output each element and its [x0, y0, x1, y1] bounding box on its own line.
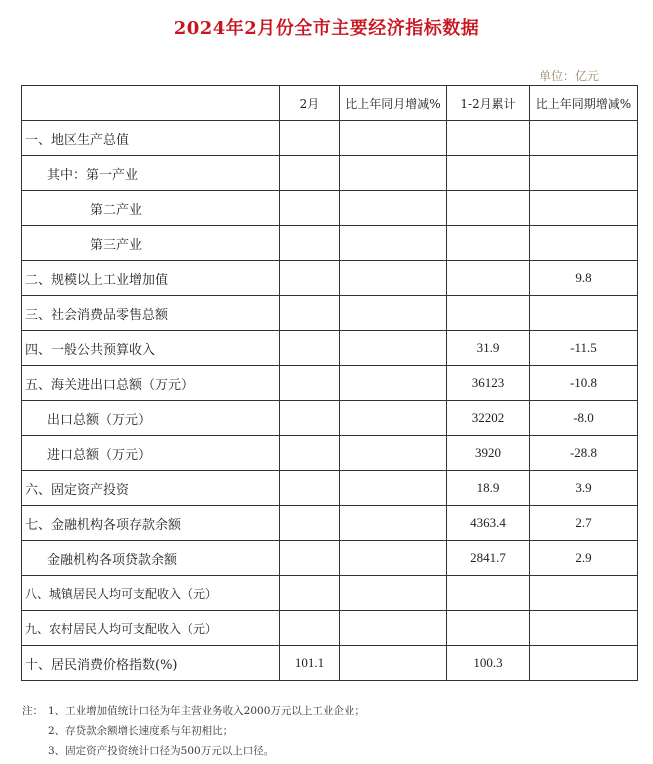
row-label: 十、居民消费价格指数(%) [22, 646, 280, 681]
cell-cumulative-yoy [530, 191, 638, 226]
table-row [22, 191, 638, 226]
cell-cumulative-value [447, 611, 530, 646]
cell-cumulative-value: 31.9 [447, 331, 530, 366]
table-body [22, 121, 638, 681]
cell-feb-value [280, 331, 340, 366]
row-label: 一、地区生产总值 [22, 121, 280, 156]
row-label: 金融机构各项贷款余额 [22, 541, 280, 576]
cell-cumulative-value: 2841.7 [447, 541, 530, 576]
table-row [22, 366, 638, 401]
footnote-1 [22, 701, 365, 721]
row-label: 六、固定资产投资 [22, 471, 280, 506]
cell-feb-value [280, 436, 340, 471]
cell-feb-yoy [340, 646, 447, 681]
cell-cumulative-yoy [530, 576, 638, 611]
cell-cumulative-value: 100.3 [447, 646, 530, 681]
cell-cumulative-value: 3920 [447, 436, 530, 471]
table-row [22, 611, 638, 646]
row-label: 进口总额（万元） [22, 436, 280, 471]
row-label: 第三产业 [22, 226, 280, 261]
cell-feb-value [280, 401, 340, 436]
header-feb-yoy: 比上年同月增减% [340, 86, 447, 121]
row-label: 九、农村居民人均可支配收入（元） [22, 611, 280, 646]
cell-cumulative-yoy [530, 156, 638, 191]
cell-cumulative-yoy [530, 121, 638, 156]
cell-cumulative-value [447, 261, 530, 296]
table-row [22, 436, 638, 471]
row-label: 七、金融机构各项存款余额 [22, 506, 280, 541]
cell-cumulative-value [447, 576, 530, 611]
table-row [22, 506, 638, 541]
row-label: 二、规模以上工业增加值 [22, 261, 280, 296]
cell-feb-yoy [340, 296, 447, 331]
table-row [22, 156, 638, 191]
cell-feb-yoy [340, 156, 447, 191]
cell-feb-yoy [340, 506, 447, 541]
cell-cumulative-yoy: 2.7 [530, 506, 638, 541]
cell-cumulative-yoy [530, 226, 638, 261]
cell-cumulative-value: 32202 [447, 401, 530, 436]
cell-feb-value [280, 471, 340, 506]
cell-cumulative-yoy [530, 296, 638, 331]
cell-feb-yoy [340, 471, 447, 506]
footnote-prefix: 注： [22, 705, 43, 717]
cell-cumulative-yoy: -10.8 [530, 366, 638, 401]
indicator-table [21, 85, 638, 681]
header-indicator [22, 86, 280, 121]
unit-label: 单位：亿元 [538, 69, 599, 83]
cell-feb-value [280, 296, 340, 331]
header-feb: 2月 [280, 86, 340, 121]
cell-cumulative-yoy: 3.9 [530, 471, 638, 506]
cell-feb-value [280, 366, 340, 401]
footnote-text: 2、存贷款余额增长速度系与年初相比； [48, 725, 234, 737]
header-cumulative-yoy: 比上年同期增减% [530, 86, 638, 121]
row-label: 其中：第一产业 [22, 156, 280, 191]
cell-feb-yoy [340, 366, 447, 401]
cell-feb-value [280, 261, 340, 296]
cell-cumulative-yoy: 2.9 [530, 541, 638, 576]
cell-feb-yoy [340, 331, 447, 366]
cell-feb-yoy [340, 611, 447, 646]
row-label: 五、海关进出口总额（万元） [22, 366, 280, 401]
table-row [22, 296, 638, 331]
cell-cumulative-yoy [530, 646, 638, 681]
cell-cumulative-value [447, 226, 530, 261]
row-label: 出口总额（万元） [22, 401, 280, 436]
table-row [22, 471, 638, 506]
footnote-2 [22, 721, 365, 741]
footnotes [22, 701, 365, 761]
cell-feb-yoy [340, 121, 447, 156]
cell-feb-value [280, 541, 340, 576]
table-row [22, 261, 638, 296]
cell-feb-value [280, 506, 340, 541]
cell-cumulative-yoy: -28.8 [530, 436, 638, 471]
row-label: 三、社会消费品零售总额 [22, 296, 280, 331]
cell-feb-value [280, 121, 340, 156]
table-row [22, 541, 638, 576]
table-row [22, 331, 638, 366]
cell-cumulative-yoy: 9.8 [530, 261, 638, 296]
row-label: 第二产业 [22, 191, 280, 226]
cell-feb-value [280, 576, 340, 611]
page-title: 2024年2月份全市主要经济指标数据 [173, 18, 480, 39]
table-row [22, 401, 638, 436]
table-row [22, 576, 638, 611]
row-label: 四、一般公共预算收入 [22, 331, 280, 366]
cell-cumulative-value [447, 121, 530, 156]
cell-cumulative-yoy: -11.5 [530, 331, 638, 366]
cell-cumulative-value: 18.9 [447, 471, 530, 506]
cell-feb-value [280, 611, 340, 646]
cell-feb-yoy [340, 401, 447, 436]
table-row [22, 646, 638, 681]
cell-cumulative-yoy: -8.0 [530, 401, 638, 436]
cell-cumulative-value [447, 296, 530, 331]
cell-feb-yoy [340, 191, 447, 226]
cell-feb-value [280, 226, 340, 261]
cell-feb-yoy [340, 576, 447, 611]
cell-feb-value: 101.1 [280, 646, 340, 681]
cell-feb-yoy [340, 541, 447, 576]
row-label: 八、城镇居民人均可支配收入（元） [22, 576, 280, 611]
footnote-text: 1、工业增加值统计口径为年主营业务收入2000万元以上工业企业； [48, 705, 365, 717]
footnote-3 [22, 741, 365, 761]
cell-cumulative-value [447, 191, 530, 226]
cell-feb-value [280, 191, 340, 226]
table-header-row [22, 86, 638, 121]
footnote-text: 3、固定资产投资统计口径为500万元以上口径。 [48, 745, 275, 757]
table-row [22, 226, 638, 261]
cell-cumulative-value: 4363.4 [447, 506, 530, 541]
cell-feb-value [280, 156, 340, 191]
cell-feb-yoy [340, 226, 447, 261]
table-row [22, 121, 638, 156]
cell-cumulative-value: 36123 [447, 366, 530, 401]
cell-cumulative-value [447, 156, 530, 191]
cell-feb-yoy [340, 261, 447, 296]
cell-feb-yoy [340, 436, 447, 471]
cell-cumulative-yoy [530, 611, 638, 646]
header-cumulative: 1-2月累计 [447, 86, 530, 121]
